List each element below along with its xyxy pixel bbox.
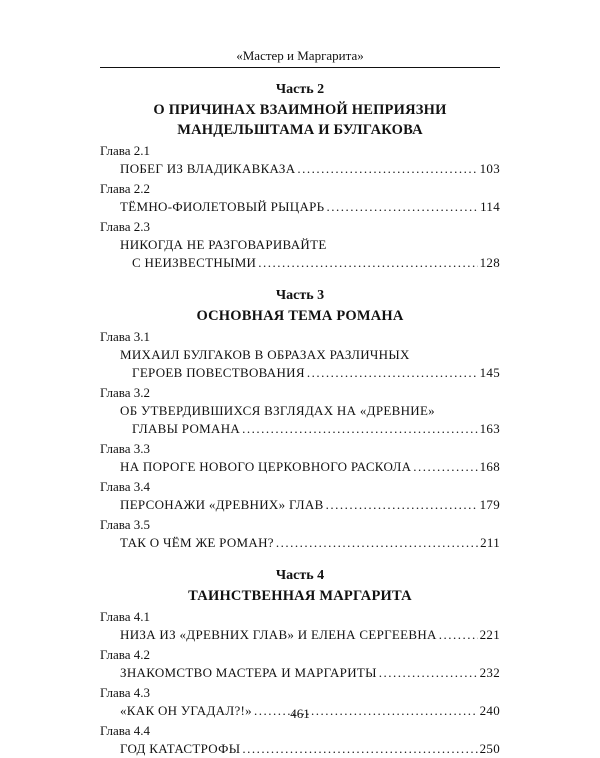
toc-entry[interactable] [100, 402, 500, 438]
chapter-label: Глава 2.1 [100, 143, 151, 158]
chapter-label: Глава 4.3 [100, 685, 151, 700]
running-head: «Мастер и Маргарита» [236, 48, 364, 63]
chapter-page: 221 [479, 627, 500, 642]
chapter-page: 240 [479, 703, 500, 718]
chapter-title-row [120, 534, 500, 552]
chapter-title-line: НИКОГДА НЕ РАЗГОВАРИВАЙТЕ [120, 237, 327, 252]
chapter-page: 168 [479, 459, 500, 474]
chapter-page: 128 [479, 255, 500, 270]
part-number: Часть 3 [275, 288, 325, 303]
toc-entry[interactable] [100, 198, 500, 216]
chapter-title: ТЁМНО-ФИОЛЕТОВЫЙ РЫЦАРЬ [120, 199, 325, 214]
toc-entry[interactable] [100, 534, 500, 552]
part-number: Часть 4 [275, 568, 325, 583]
chapter-page: 179 [479, 497, 500, 512]
chapter-title-row [120, 364, 500, 382]
chapter-label: Глава 4.4 [100, 723, 151, 738]
table-of-contents [100, 80, 500, 758]
toc-part [100, 566, 500, 758]
chapter-title-row [120, 740, 500, 758]
part-title: ТАИНСТВЕННАЯ МАРГАРИТА [188, 588, 412, 604]
chapter-title: ПОБЕГ ИЗ ВЛАДИКАВКАЗА [120, 161, 296, 176]
chapter-title-line: МИХАИЛ БУЛГАКОВ В ОБРАЗАХ РАЗЛИЧНЫХ [120, 347, 410, 362]
toc-entry[interactable] [100, 740, 500, 758]
chapter-title-row [120, 198, 500, 216]
dot-leader [276, 534, 478, 552]
chapter-page: 103 [479, 161, 500, 176]
toc-entry[interactable] [100, 236, 500, 272]
dot-leader [326, 496, 478, 514]
dot-leader [307, 364, 478, 382]
chapter-label: Глава 4.1 [100, 609, 151, 624]
header-rule [100, 67, 500, 68]
chapter-title-row [120, 420, 500, 438]
chapter-title-line: ОБ УТВЕРДИВШИХСЯ ВЗГЛЯДАХ НА «ДРЕВНИЕ» [120, 403, 435, 418]
chapter-page: 114 [480, 199, 500, 214]
chapter-title-row [120, 664, 500, 682]
toc-entry[interactable] [100, 626, 500, 644]
part-title: МАНДЕЛЬШТАМА И БУЛГАКОВА [177, 122, 423, 138]
chapter-label: Глава 4.2 [100, 647, 151, 662]
chapter-title-row [120, 254, 500, 272]
chapter-page: 211 [480, 535, 500, 550]
chapter-title: «КАК ОН УГАДАЛ?!» [120, 703, 252, 718]
chapter-title: НИЗА ИЗ «ДРЕВНИХ ГЛАВ» И ЕЛЕНА СЕРГЕЕВНА [120, 627, 437, 642]
chapter-title: ГОД КАТАСТРОФЫ [120, 741, 241, 756]
chapter-title-row [120, 458, 500, 476]
dot-leader [379, 664, 478, 682]
chapter-title: ЗНАКОМСТВО МАСТЕРА И МАРГАРИТЫ [120, 665, 377, 680]
chapter-label: Глава 3.3 [100, 441, 151, 456]
chapter-page: 232 [479, 665, 500, 680]
chapter-title: ГЛАВЫ РОМАНА [132, 421, 241, 436]
chapter-title-row [120, 496, 500, 514]
toc-entry[interactable] [100, 458, 500, 476]
dot-leader [413, 458, 477, 476]
chapter-title: ТАК О ЧЁМ ЖЕ РОМАН? [120, 535, 274, 550]
dot-leader [326, 198, 478, 216]
dot-leader [297, 160, 477, 178]
toc-entry[interactable] [100, 346, 500, 382]
toc-part [100, 80, 500, 272]
chapter-page: 163 [479, 421, 500, 436]
dot-leader [439, 626, 478, 644]
dot-leader [242, 740, 477, 758]
chapter-title-row [120, 626, 500, 644]
chapter-page: 145 [479, 365, 500, 380]
chapter-label: Глава 3.4 [100, 479, 151, 494]
chapter-label: Глава 2.3 [100, 219, 151, 234]
chapter-page: 250 [479, 741, 500, 756]
toc-entry[interactable] [100, 664, 500, 682]
chapter-title: НА ПОРОГЕ НОВОГО ЦЕРКОВНОГО РАСКОЛА [120, 459, 412, 474]
dot-leader [242, 420, 477, 438]
toc-entry[interactable] [100, 496, 500, 514]
chapter-label: Глава 3.5 [100, 517, 151, 532]
chapter-label: Глава 2.2 [100, 181, 151, 196]
part-number: Часть 2 [275, 82, 325, 97]
chapter-title: ГЕРОЕВ ПОВЕСТВОВАНИЯ [132, 365, 305, 380]
chapter-title-row [120, 160, 500, 178]
toc-part [100, 286, 500, 552]
part-title: О ПРИЧИНАХ ВЗАИМНОЙ НЕПРИЯЗНИ [153, 102, 447, 118]
chapter-label: Глава 3.2 [100, 385, 151, 400]
chapter-title: С НЕИЗВЕСТНЫМИ [132, 255, 257, 270]
part-title: ОСНОВНАЯ ТЕМА РОМАНА [196, 308, 404, 324]
chapter-title: ПЕРСОНАЖИ «ДРЕВНИХ» ГЛАВ [120, 497, 324, 512]
page-number: 461 [290, 706, 310, 721]
dot-leader [258, 254, 477, 272]
chapter-label: Глава 3.1 [100, 329, 151, 344]
toc-entry[interactable] [100, 160, 500, 178]
